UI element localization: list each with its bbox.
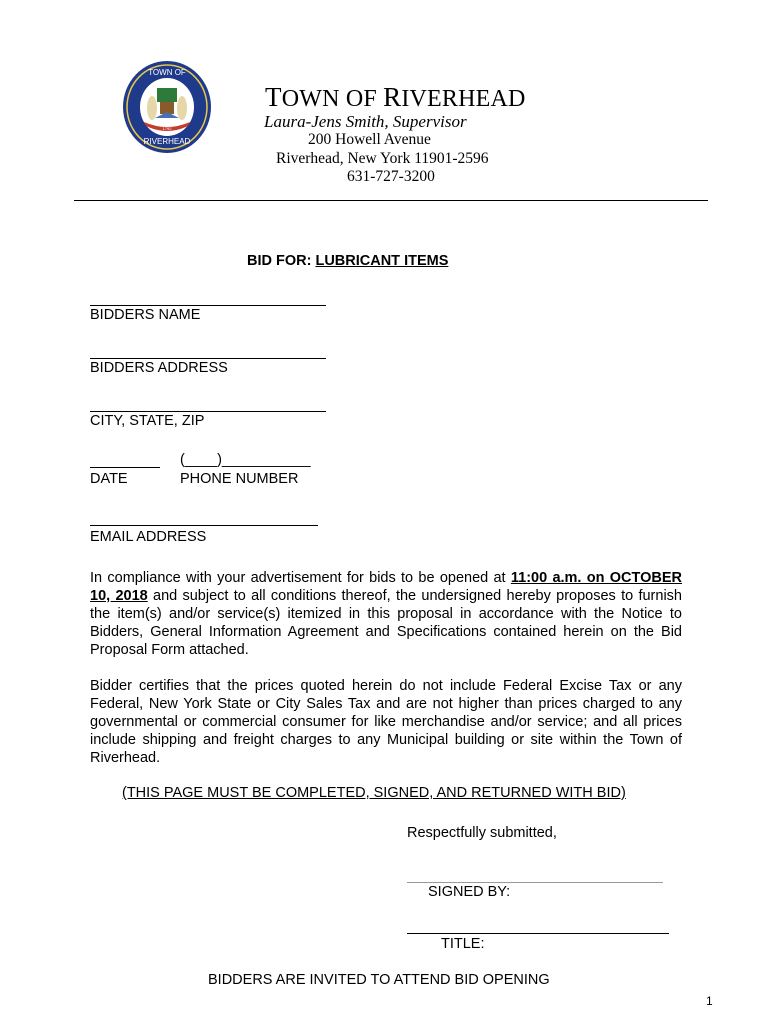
svg-text:RIVERHEAD: RIVERHEAD [143, 137, 191, 146]
bidders-name-field[interactable] [90, 305, 326, 306]
title-field[interactable] [407, 933, 669, 934]
city-state-zip-label: CITY, STATE, ZIP [90, 413, 205, 429]
bid-opening-invite: BIDDERS ARE INVITED TO ATTEND BID OPENING [208, 972, 550, 988]
bidders-address-label: BIDDERS ADDRESS [90, 360, 228, 376]
header-divider [74, 200, 708, 201]
email-address-label: EMAIL ADDRESS [90, 529, 207, 545]
signed-by-label: SIGNED BY: [428, 884, 511, 900]
return-notice: (THIS PAGE MUST BE COMPLETED, SIGNED, AND RETURNED WITH BID) [122, 785, 626, 801]
city-state-zip-field[interactable] [90, 411, 326, 412]
date-field[interactable] [90, 467, 160, 468]
title-label: TITLE: [441, 936, 485, 952]
address-city: Riverhead, New York 11901-2596 [276, 150, 489, 167]
supervisor-name: Laura-Jens Smith, Supervisor [264, 112, 467, 131]
signature-field[interactable] [407, 882, 663, 883]
svg-text:TOWN OF: TOWN OF [148, 68, 186, 77]
certification-paragraph: Bidder certifies that the prices quoted herein do not include Federal Excise Tax or any Federal, New York State or City Sales Tax and are not higher than prices charged to any governmental or commercial consumer for like merchandise and/or service; and all prices include shipping and freight charges to any Municipal building or site within the Town of Riverhead. [90, 678, 682, 766]
email-address-field[interactable] [90, 525, 318, 526]
respectfully-submitted: Respectfully submitted, [407, 825, 557, 841]
town-title: TOWN OF RIVERHEAD [265, 82, 526, 112]
address-street: 200 Howell Avenue [308, 131, 431, 148]
page-number: 1 [706, 994, 713, 1008]
town-seal [122, 60, 212, 154]
compliance-paragraph: In compliance with your advertisement for bids to be opened at 11:00 a.m. on OCTOBER 10, 2018 and subject to all conditions thereof, the undersigned hereby proposes to furnish the item(s) and/or service(s) itemized in this proposal in accordance with the Notice to Bidders, General Information Agreement and Specifications contained herein on the Bid Proposal Form attached. [90, 570, 682, 658]
bidders-name-label: BIDDERS NAME [90, 307, 201, 323]
svg-text:1792: 1792 [162, 126, 172, 131]
bid-heading: BID FOR: LUBRICANT ITEMS [247, 253, 449, 269]
phone-number-field[interactable]: (____)___________ [180, 452, 311, 468]
date-label: DATE [90, 471, 128, 487]
bidders-address-field[interactable] [90, 358, 326, 359]
town-phone: 631-727-3200 [347, 168, 435, 185]
phone-number-label: PHONE NUMBER [180, 471, 299, 487]
